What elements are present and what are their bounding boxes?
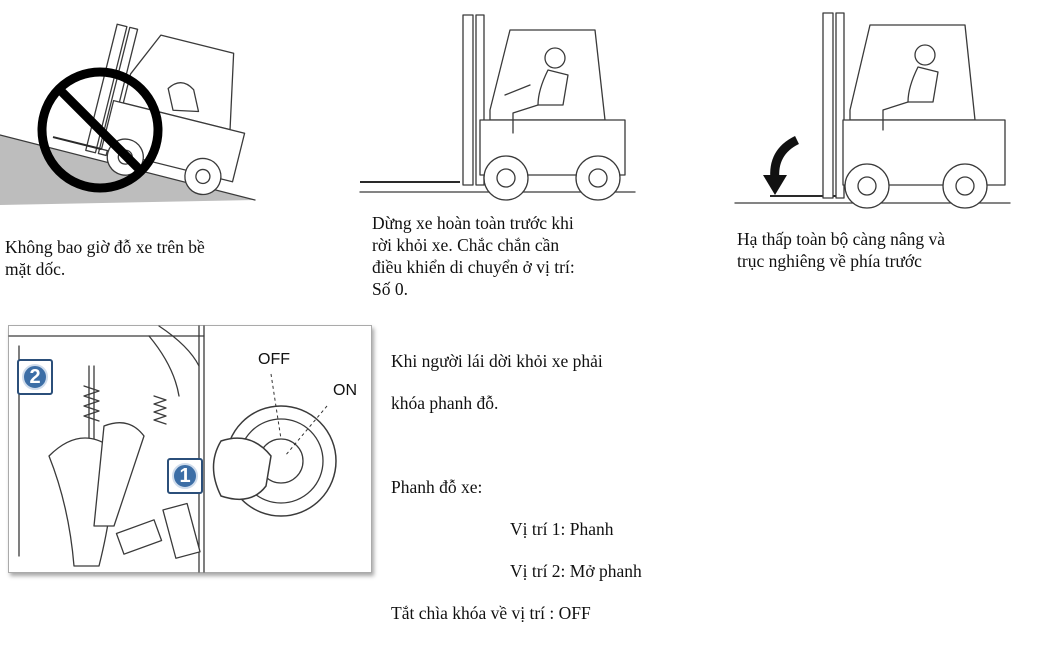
forklift-stopped-illustration (360, 10, 640, 200)
brake-position-1: Vị trí 1: Phanh (510, 519, 614, 539)
parking-brake-figure (8, 325, 372, 573)
forklift-lower-forks-illustration (735, 10, 1015, 210)
key-on-label: ON (333, 382, 357, 399)
forklift-on-slope-illustration (0, 10, 260, 210)
stop-caption: Dừng xe hoàn toàn trước khi rời khỏi xe. Chắc chắn cần điều khiển di chuyển ở vị trí: Số 0. (372, 213, 575, 299)
slope-caption: Không bao giờ đỗ xe trên bề mặt dốc. (5, 237, 205, 279)
position-1-number: 1 (172, 463, 198, 489)
key-off-label: OFF (258, 351, 290, 368)
pedal-illustration (9, 326, 371, 572)
key-off-instruction: Tắt chìa khóa về vị trí : OFF (391, 603, 591, 623)
position-2-badge (17, 359, 53, 395)
parking-brake-instructions (391, 330, 711, 645)
lower-caption: Hạ thấp toàn bộ càng nâng và trục nghiêng về phía trước (737, 229, 945, 271)
ignition-key-icon (214, 374, 337, 516)
position-2-number: 2 (22, 364, 48, 390)
instruction-line-1: Khi người lái dời khỏi xe phải (391, 351, 603, 371)
position-1-badge (167, 458, 203, 494)
instruction-line-2: khóa phanh đỗ. (391, 393, 499, 413)
brake-position-2: Vị trí 2: Mở phanh (510, 561, 642, 581)
curved-down-arrow-icon (763, 140, 797, 195)
brake-heading: Phanh đỗ xe: (391, 477, 483, 497)
